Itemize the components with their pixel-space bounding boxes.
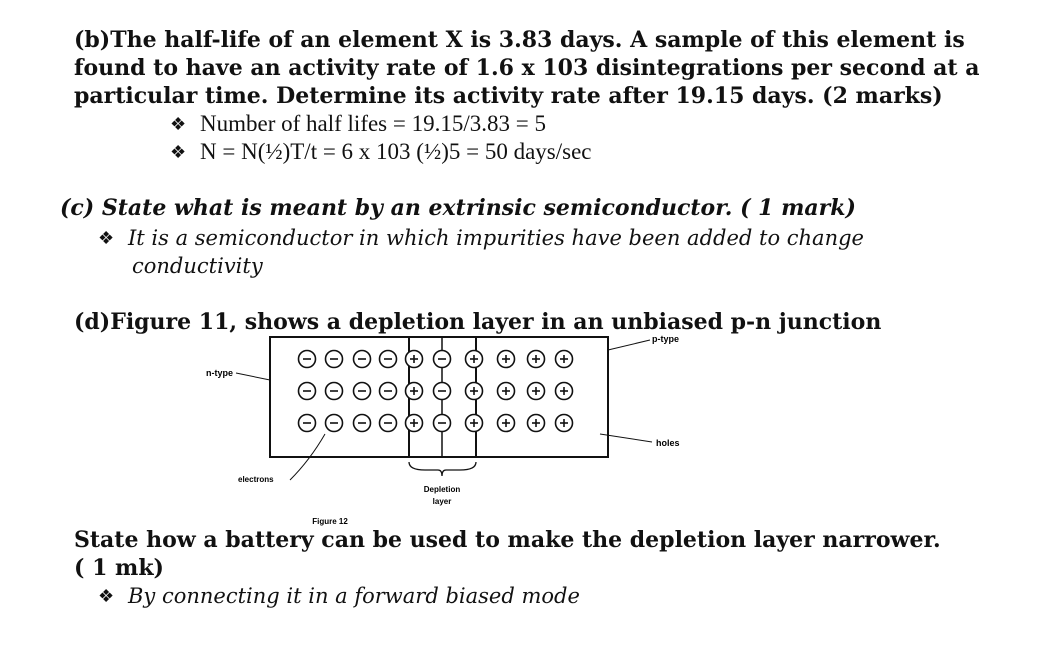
answer-c-line-1: It is a semiconductor in which impurities have been added to change xyxy=(128,226,864,250)
answer-b-2-text: N = N(½)T/t = 6 x 103 (½)5 = 50 days/sec xyxy=(200,139,592,164)
answer-d-text: By connecting it in a forward biased mode xyxy=(128,584,580,608)
bullet-icon: ❖ xyxy=(98,228,115,248)
charge-carriers xyxy=(299,351,573,432)
question-d: (d)Figure 11, shows a depletion layer in an unbiased p-n junction xyxy=(74,309,882,335)
question-b-line-2: found to have an activity rate of 1.6 x 103 disintegrations per second at a xyxy=(74,55,980,81)
n-type-pointer xyxy=(236,373,270,380)
question-d-line-2: ( 1 mk) xyxy=(74,555,164,581)
answer-b-2 xyxy=(170,138,592,166)
label-p-type: p-type xyxy=(652,334,679,344)
p-type-pointer xyxy=(608,340,650,350)
question-d-line-1: State how a battery can be used to make the depletion layer narrower. xyxy=(74,527,941,553)
label-electrons: electrons xyxy=(238,475,274,484)
question-c: (c) State what is meant by an extrinsic semiconductor. ( 1 mark) xyxy=(60,195,856,221)
label-depletion: Depletion xyxy=(423,485,461,494)
pn-junction-figure xyxy=(200,330,720,530)
question-b-line-1: (b)The half-life of an element X is 3.83 days. A sample of this element is xyxy=(74,27,965,53)
label-n-type: n-type xyxy=(206,368,233,378)
bullet-icon: ❖ xyxy=(98,586,115,606)
question-b-line-3: particular time. Determine its activity rate after 19.15 days. (2 marks) xyxy=(74,83,943,109)
answer-c-line-2: conductivity xyxy=(132,254,263,278)
label-layer: layer xyxy=(432,497,452,506)
answer-c xyxy=(98,224,864,252)
label-holes: holes xyxy=(656,438,680,448)
bullet-icon: ❖ xyxy=(170,114,187,134)
depletion-brace xyxy=(409,462,476,476)
bullet-icon: ❖ xyxy=(170,142,187,162)
answer-b-1-text: Number of half lifes = 19.15/3.83 = 5 xyxy=(200,111,546,136)
figure-caption: Figure 12 xyxy=(312,517,348,526)
answer-d xyxy=(98,582,580,610)
answer-b-1 xyxy=(170,110,546,138)
